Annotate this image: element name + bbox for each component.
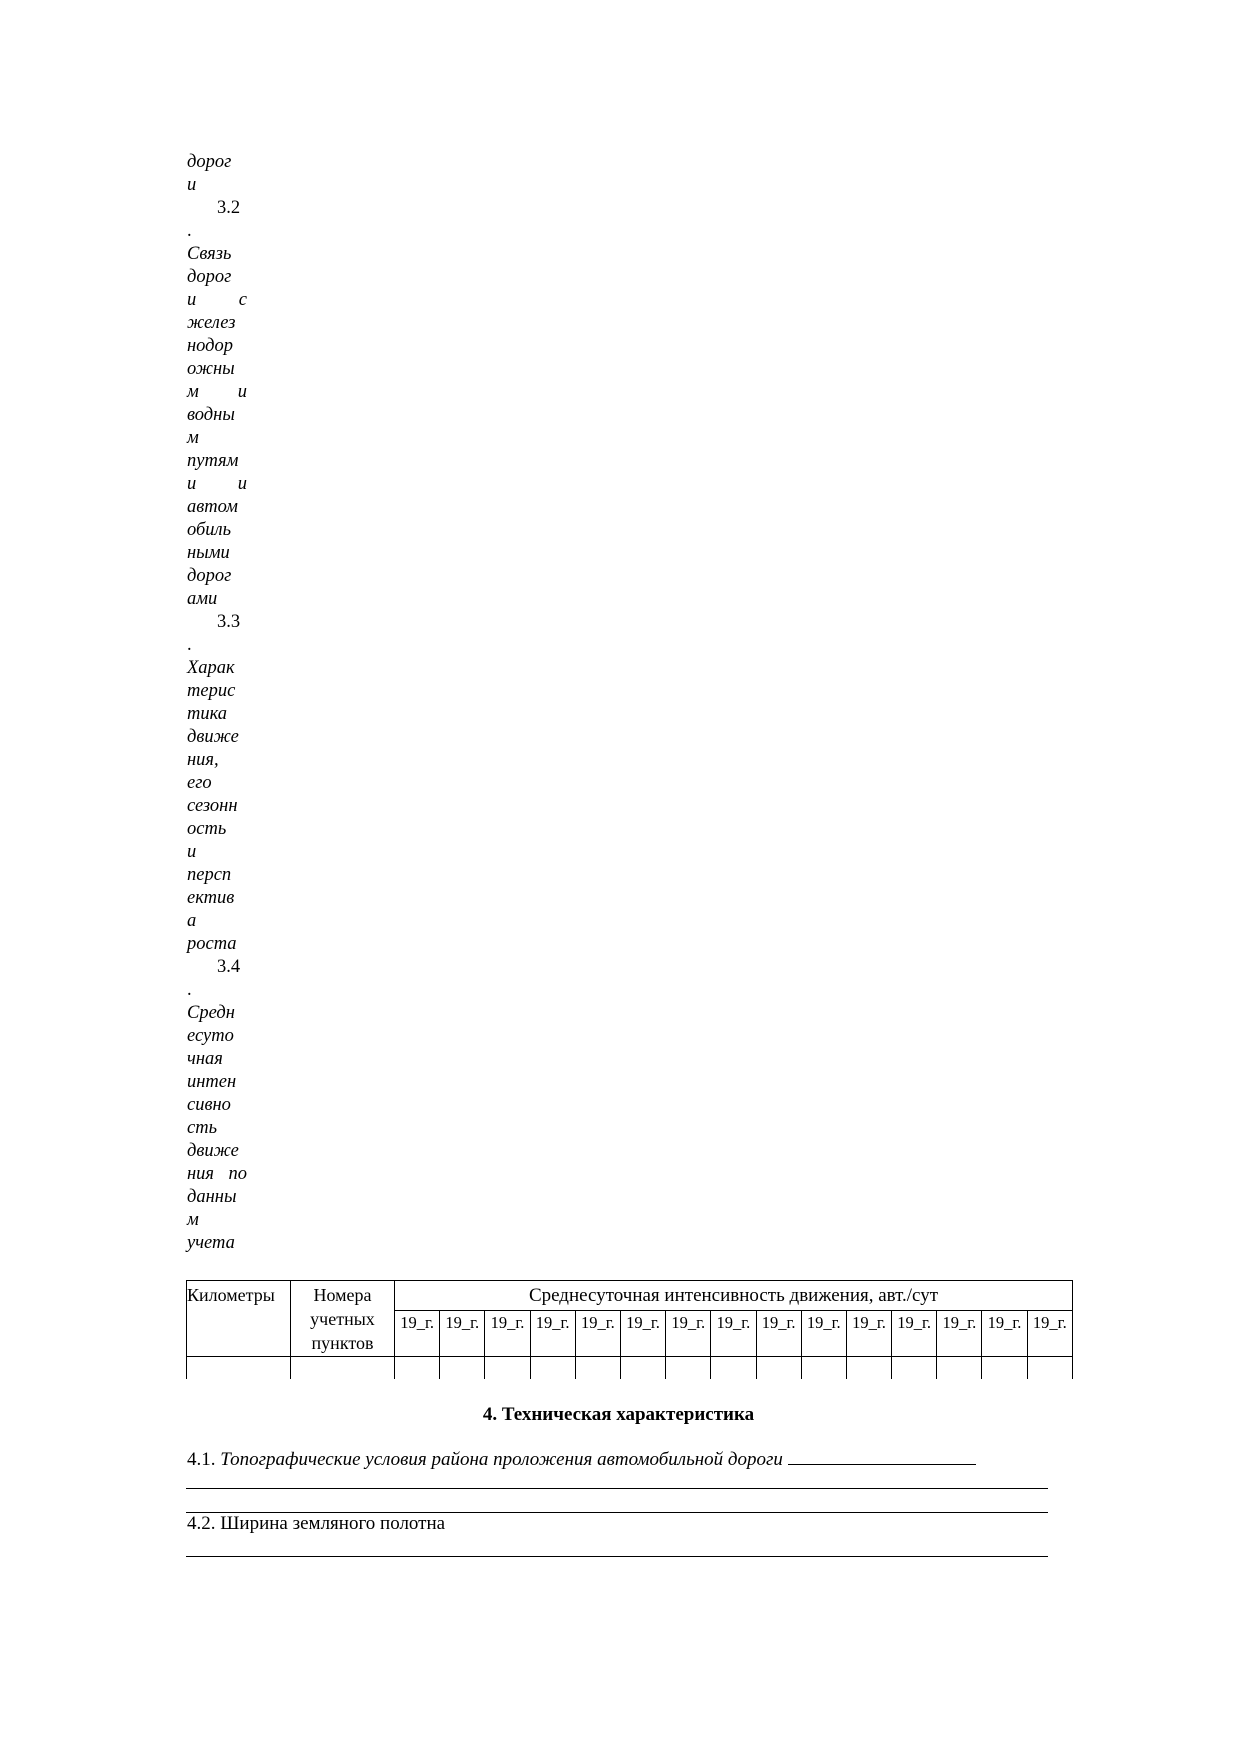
text-line: Средн: [187, 1003, 235, 1023]
text-line: есуто: [187, 1026, 234, 1046]
table-row: [187, 1357, 1073, 1380]
text-line: дорог: [187, 566, 232, 586]
table-cell: [982, 1357, 1027, 1380]
item-4-1: [187, 1446, 976, 1472]
text-line: .: [187, 635, 192, 655]
table-cell: [711, 1357, 756, 1380]
table-cell: [892, 1357, 937, 1380]
text-line: ными: [187, 543, 230, 563]
header-points-line1: Номера: [313, 1285, 372, 1305]
text-line: водны: [187, 405, 235, 425]
header-points-line2: учетных: [310, 1309, 375, 1329]
text-line: дорог: [187, 267, 232, 287]
text-line: м: [187, 428, 199, 448]
text-line: [187, 381, 247, 404]
text-line: [187, 289, 247, 312]
text-line: дорог: [187, 152, 232, 172]
text-line: тика: [187, 704, 228, 724]
text-line: движе: [187, 727, 239, 747]
text-line: .: [187, 221, 192, 241]
text-line: персп: [187, 865, 232, 885]
text-line: интен: [187, 1072, 237, 1092]
text-line-left: и: [187, 290, 197, 310]
table-cell: [395, 1357, 440, 1380]
text-line: его: [187, 773, 212, 793]
fill-line[interactable]: [186, 1488, 1048, 1489]
text-line: движе: [187, 1141, 239, 1161]
year-header-cell: 19_г.: [756, 1311, 801, 1357]
table-cell: [846, 1357, 891, 1380]
text-line: 3.3: [217, 612, 241, 632]
text-line: учета: [187, 1233, 235, 1253]
text-line: терис: [187, 681, 236, 701]
text-line: автом: [187, 497, 238, 517]
traffic-intensity-table: [186, 1280, 1073, 1379]
text-line: нодор: [187, 336, 234, 356]
text-line: 3.2: [217, 198, 241, 218]
table-cell: [937, 1357, 982, 1380]
text-line: а: [187, 911, 197, 931]
year-header-cell: 19_г.: [892, 1311, 937, 1357]
text-line: Харак: [187, 658, 235, 678]
table-cell: [1027, 1357, 1072, 1380]
table-cell: [440, 1357, 485, 1380]
text-line: [187, 473, 247, 496]
item-4-2: 4.2. Ширина земляного полотна: [187, 1513, 446, 1534]
text-line: путям: [187, 451, 239, 471]
text-line: данны: [187, 1187, 237, 1207]
year-header-cell: 19_г.: [440, 1311, 485, 1357]
year-header-cell: 19_г.: [575, 1311, 620, 1357]
text-line: сивно: [187, 1095, 231, 1115]
header-points-line3: пунктов: [311, 1333, 374, 1353]
section-title: 4. Техническая характеристика: [482, 1404, 755, 1425]
year-header-cell: 19_г.: [620, 1311, 665, 1357]
table-cell: [291, 1357, 395, 1380]
text-line-right: с: [238, 290, 247, 310]
year-header-cell: 19_г.: [846, 1311, 891, 1357]
text-line: ектив: [187, 888, 235, 908]
text-line-left: и: [187, 474, 197, 494]
item-4-1-text: Топографические условия района проложения автомобильной дороги: [220, 1449, 783, 1470]
fill-blank[interactable]: [788, 1446, 976, 1465]
text-line: сть: [187, 1118, 217, 1138]
table-cell: [187, 1357, 291, 1380]
text-line: м: [187, 1210, 199, 1230]
year-header-cell: 19_г.: [666, 1311, 711, 1357]
text-line-right: по: [228, 1164, 247, 1184]
text-line: .: [187, 980, 192, 1000]
year-header-cell: 19_г.: [711, 1311, 756, 1357]
text-line: сезонн: [187, 796, 238, 816]
table-cell: [485, 1357, 530, 1380]
text-line: ами: [187, 589, 218, 609]
text-line: Связь: [187, 244, 232, 264]
year-header-cell: 19_г.: [982, 1311, 1027, 1357]
text-line-right: и: [237, 382, 247, 402]
year-header-cell: 19_г.: [937, 1311, 982, 1357]
text-line: чная: [187, 1049, 223, 1069]
item-4-1-number: 4.1.: [187, 1449, 221, 1470]
header-points: [291, 1281, 395, 1357]
text-line-right: и: [237, 474, 247, 494]
year-header-cell: 19_г.: [801, 1311, 846, 1357]
text-line: ния,: [187, 750, 219, 770]
text-line: и: [187, 175, 197, 195]
narrow-text-column: [187, 151, 247, 1255]
text-line: ожны: [187, 359, 235, 379]
text-line-left: м: [187, 382, 199, 402]
year-header-cell: 19_г.: [395, 1311, 440, 1357]
table-cell: [620, 1357, 665, 1380]
table-cell: [530, 1357, 575, 1380]
text-line: обиль: [187, 520, 232, 540]
text-line: 3.4: [217, 957, 241, 977]
table-cell: [801, 1357, 846, 1380]
year-header-cell: 19_г.: [530, 1311, 575, 1357]
text-line: роста: [187, 934, 237, 954]
header-kilometers: Километры: [187, 1281, 291, 1357]
year-header-cell: 19_г.: [1027, 1311, 1072, 1357]
text-line: ость: [187, 819, 227, 839]
header-intensity: Среднесуточная интенсивность движения, авт./сут: [395, 1281, 1073, 1311]
year-header-cell: 19_г.: [485, 1311, 530, 1357]
text-line: желез: [187, 313, 236, 333]
table-cell: [575, 1357, 620, 1380]
fill-line[interactable]: [186, 1556, 1048, 1557]
table-cell: [666, 1357, 711, 1380]
text-line-left: ния: [187, 1164, 215, 1184]
text-line: [187, 1163, 247, 1186]
text-line: и: [187, 842, 197, 862]
table-cell: [756, 1357, 801, 1380]
